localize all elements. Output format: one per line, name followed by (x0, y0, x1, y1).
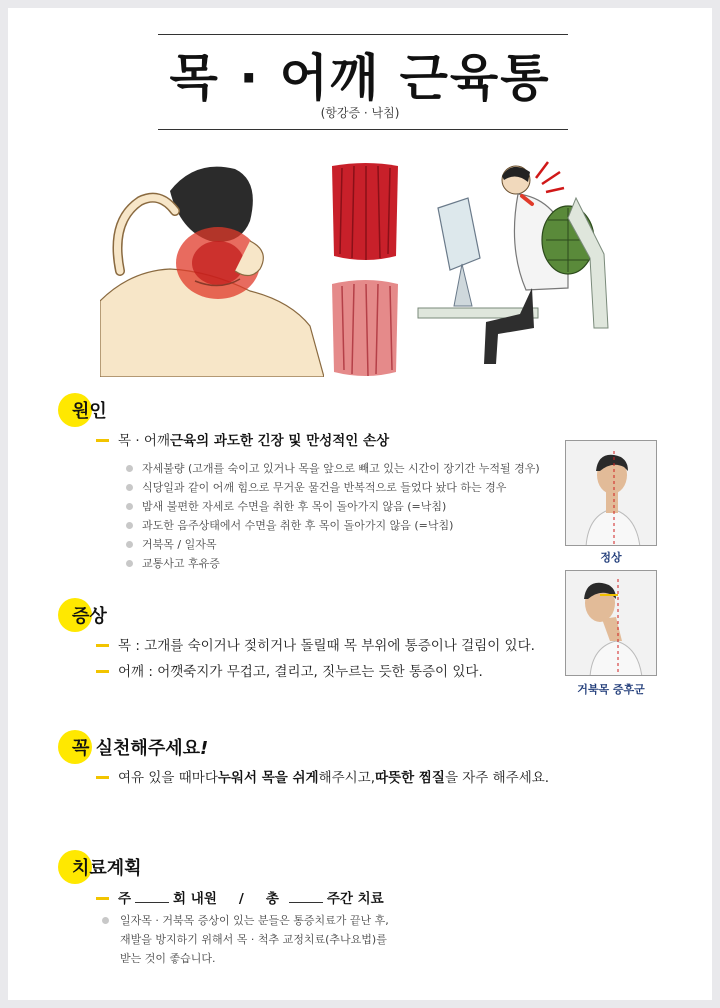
cause-lead: 목 · 어깨 근육의 과도한 긴장 및 만성적인 손상 (96, 429, 389, 449)
list-item: 식당일과 같이 어깨 힘으로 무거운 물건을 반복적으로 들었다 놨다 하는 경우 (126, 478, 540, 497)
dash-icon (96, 439, 109, 442)
visits-blank (135, 891, 169, 903)
normal-photo-caption: 정상 (600, 551, 622, 564)
dash-icon (96, 897, 109, 900)
dash-icon (96, 776, 109, 779)
list-item: 교통사고 후유증 (126, 554, 540, 573)
symptom-shoulder: 어깨 : 어깻죽지가 무겁고, 결리고, 짓누르는 듯한 통증이 있다. (96, 660, 483, 680)
plan-note: 일자목 · 거북목 증상이 있는 분들은 통증치료가 끝난 후, 재발을 방지하기 위해서 목 · 척추 교정치료(추나요법)를 받는 것이 좋습니다. (102, 911, 422, 968)
turtle-neck-photo (565, 570, 657, 676)
symptom-neck: 목 : 고개를 숙이거나 젖히거나 돌릴때 목 부위에 통증이나 걸림이 있다. (96, 634, 535, 654)
page-title: 목 · 어깨 근육통 (169, 49, 551, 107)
title-rule-top (158, 34, 568, 35)
title-rule-bottom (158, 129, 568, 130)
page-subtitle: (항강증 · 낙침) (320, 106, 400, 120)
dash-icon (96, 644, 109, 647)
normal-posture-photo (565, 440, 657, 546)
list-item: 과도한 음주상태에서 수면을 취한 후 목이 돌아가지 않음 (=낙침) (126, 516, 540, 535)
list-item: 거북목 / 일자목 (126, 535, 540, 554)
plan-heading: 치료계획 (58, 850, 128, 884)
dash-icon (96, 670, 109, 673)
list-item: 자세불량 (고개를 숙이고 있거나 목을 앞으로 빼고 있는 시간이 장기간 누적될 경우) (126, 459, 540, 478)
list-item: 밤새 불편한 자세로 수면을 취한 후 목이 돌아가지 않음 (=낙침) (126, 497, 540, 516)
cause-heading: 원인 (58, 393, 93, 427)
neck-pain-illustration (100, 151, 324, 377)
symptom-heading: 증상 (58, 598, 93, 632)
weeks-blank (289, 891, 323, 903)
practice-text: 여유 있을 때마다 누워서 목을 쉬게 해주시고, 따뜻한 찜질 을 자주 해주세요. (96, 766, 549, 786)
plan-schedule: 주 회 내원 / 총 주간 치료 (96, 887, 384, 907)
practice-heading: 꼭 실천해주세요! (58, 730, 194, 764)
page (8, 8, 712, 1000)
turtle-photo-caption: 거북목 증후군 (577, 683, 645, 696)
muscle-fibre-illustration (326, 160, 404, 378)
desk-posture-illustration (408, 158, 618, 376)
cause-list (126, 459, 540, 573)
